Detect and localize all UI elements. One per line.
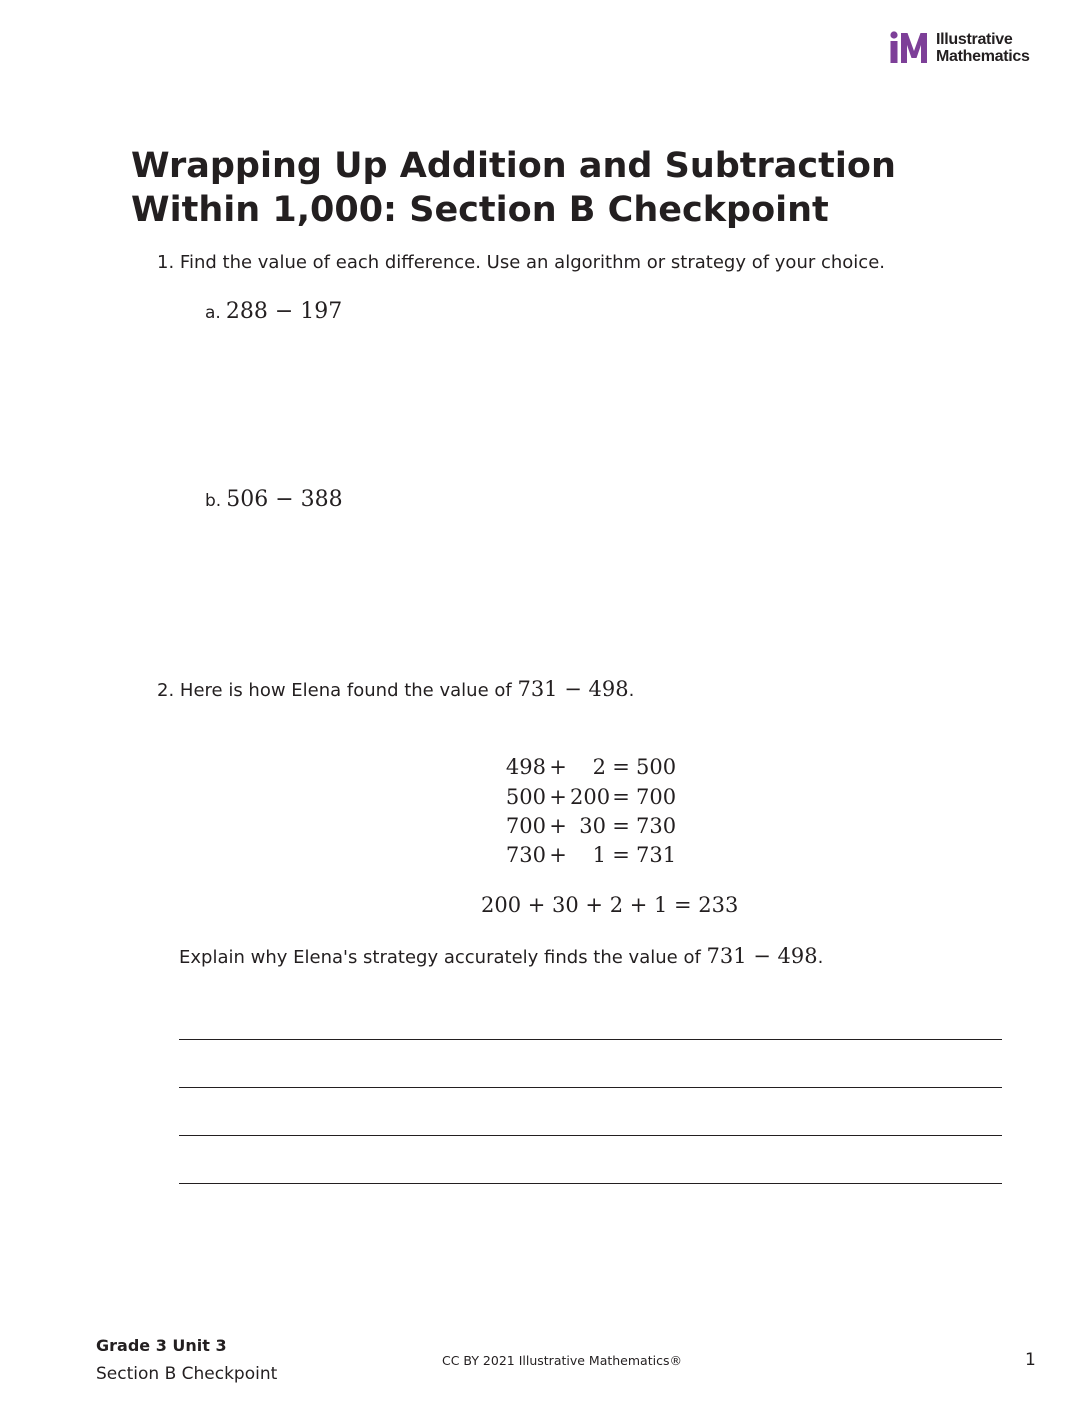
step-amount: 2 xyxy=(592,755,606,779)
question-1-number: 1. xyxy=(157,252,175,273)
footer-page-number: 1 xyxy=(1025,1350,1036,1370)
step-result: 730 xyxy=(636,814,677,838)
question-1a xyxy=(205,299,342,326)
question-1-prompt: Find the value of each difference. Use an algorithm or strategy of your choice. xyxy=(179,252,885,273)
question-1b-label: b. xyxy=(205,491,222,511)
step-plus: + xyxy=(549,814,567,838)
footer-grade-unit: Grade 3 Unit 3 xyxy=(96,1336,227,1355)
step-result: 500 xyxy=(636,755,677,779)
elena-step-3 xyxy=(500,814,680,838)
step-addend: 730 xyxy=(505,843,546,867)
question-1a-expression: 288 − 197 xyxy=(225,299,343,324)
step-result: 700 xyxy=(636,785,677,809)
step-amount: 200 xyxy=(570,785,611,809)
step-addend: 500 xyxy=(505,785,546,809)
logo-line-2: Mathematics xyxy=(936,48,1030,65)
answer-line-1[interactable] xyxy=(179,1039,1002,1040)
step-plus: + xyxy=(549,785,567,809)
step-plus: + xyxy=(549,755,567,779)
explain-expression: 731 − 498 xyxy=(706,944,818,968)
question-2-prompt-expression: 731 − 498 xyxy=(517,677,629,701)
question-1b-expression: 506 − 388 xyxy=(226,487,343,512)
question-1 xyxy=(157,251,885,275)
footer-license: CC BY 2021 Illustrative Mathematics® xyxy=(442,1353,682,1368)
answer-line-3[interactable] xyxy=(179,1135,1002,1136)
step-amount: 1 xyxy=(592,843,606,867)
question-1b xyxy=(205,487,343,514)
question-2-prompt-text: Here is how Elena found the value of xyxy=(179,680,518,701)
elena-step-2 xyxy=(500,785,680,809)
explain-text: Explain why Elena's strategy accurately finds the value of xyxy=(179,947,707,968)
elena-step-4 xyxy=(500,843,680,867)
elena-total: 200 + 30 + 2 + 1 = 233 xyxy=(481,893,739,917)
step-equals: = xyxy=(612,785,630,809)
answer-line-4[interactable] xyxy=(179,1183,1002,1184)
answer-line-2[interactable] xyxy=(179,1087,1002,1088)
im-logo-icon xyxy=(889,31,929,65)
logo-line-1: Illustrative xyxy=(936,31,1013,48)
page-title: Wrapping Up Addition and Subtraction Within 1,000: Section B Checkpoint xyxy=(131,146,896,230)
question-2-prompt-period: . xyxy=(628,680,635,701)
step-addend: 700 xyxy=(505,814,546,838)
question-2-explain-prompt xyxy=(179,944,823,970)
question-1a-label: a. xyxy=(205,303,221,323)
step-equals: = xyxy=(612,814,630,838)
logo-wordmark xyxy=(936,31,1030,65)
elena-step-1 xyxy=(500,755,680,779)
question-2-number: 2. xyxy=(157,680,175,701)
step-addend: 498 xyxy=(505,755,546,779)
footer-section: Section B Checkpoint xyxy=(96,1364,278,1384)
step-plus: + xyxy=(549,843,567,867)
question-2 xyxy=(157,677,634,703)
illustrative-mathematics-logo xyxy=(889,31,1049,67)
step-equals: = xyxy=(612,843,630,867)
explain-period: . xyxy=(817,947,824,968)
step-result: 731 xyxy=(636,843,677,867)
step-amount: 30 xyxy=(579,814,606,838)
step-equals: = xyxy=(612,755,630,779)
